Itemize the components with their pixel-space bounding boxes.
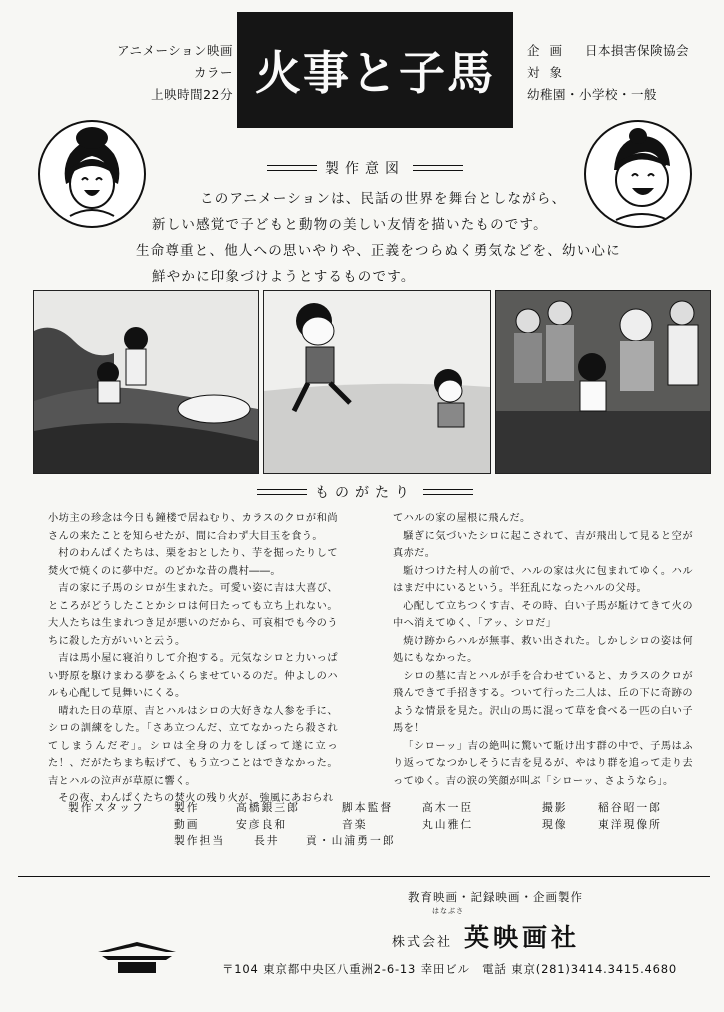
planning-label: 企画 [527,43,573,58]
intent-line: 鮮やかに印象づけようとするものです。 [152,269,416,285]
still-frame-villagers [495,290,711,474]
runtime-label: 上映時間22分 [151,87,233,102]
credit-name: 長井 [254,834,280,847]
story-paragraph: 駈けつけた村人の前で、ハルの家は火に包まれてゆく。ハルはまだ中にいるという。半狂乱になったハルの父母。 [393,565,693,594]
credit-row [174,833,300,850]
company-subtitle: 教育映画・記録映画・企画製作 [408,890,583,904]
credit-role: 製作担当 [174,834,226,847]
story-paragraph: 吉の家に子馬のシロが生まれた。可愛い姿に吉は大喜び、ところがどうしたことかシロは何日たっても立ち上れない。大人たちは生まれつき足が悪いのだから、可哀相でも今のうちに殺した方がいいと云う。 [48,583,338,647]
credit-role: 動画 [174,817,200,831]
audience-value: 幼稚園・小学校・一般 [527,87,658,102]
credits-column-2 [306,800,474,850]
still-frame-running [263,290,491,474]
audience-label: 対象 [527,65,573,80]
credit-role: 貢・山浦勇一郎 [306,834,396,847]
story-paragraph: 焼け跡からハルが無事、救い出された。しかしシロの姿は何処にもなかった。 [393,635,693,664]
credit-row [542,817,662,834]
credit-name: 高橋銀三郎 [236,801,300,814]
intent-line: このアニメーションは、民話の世界を舞台としながら、 [200,191,567,207]
credit-name: 高木一臣 [422,801,474,814]
company-kind: 株式会社 [392,935,453,950]
credit-name: 稲谷昭一郎 [598,801,662,814]
story-paragraph: 晴れた日の草原、吉とハルはシロの大好きな人参を手に、シロの訓練をした。「さあ立つんだ、立てなかったら殺されてしまうんだぞ」。シロは全身の力をしぼって遂に立った！、だがたちまち転げて、もう立つことはできなかった。吉とハルの泣声が草原に響く。 [48,705,338,787]
credit-role: 撮影 [542,801,568,814]
genre-label: アニメーション映画 [117,43,233,58]
audience-row [527,62,722,84]
credit-name: 安彦良和 [236,817,288,831]
company-address: 〒104 東京都中央区八重洲2-6-13 幸田ビル 電話 東京(281)3414.3415.4680 [222,962,678,976]
header-left-info [78,40,233,106]
credit-role: 現像 [542,817,568,831]
credit-row [306,833,473,850]
audience-value-row [527,84,722,106]
intent-heading-text: 製作意図 [325,161,405,177]
story-right-column [393,510,693,790]
story-paragraph: 心配して立ちつくす吉、その時、白い子馬が駈けてきて火の中へ消えてゆく、「アッ、シロだ」 [393,600,693,629]
credits-column-1 [174,800,300,850]
credit-row [174,817,300,834]
header-right-info [527,40,722,106]
staff-label: 製作スタッフ [68,801,145,814]
credit-row [342,817,473,834]
credit-name: 東洋現像所 [598,817,662,831]
color-label: カラー [193,65,233,80]
company-ruby: はなぶさ [432,907,464,915]
planning-row [527,40,722,62]
intent-line: 生命尊重と、他人への思いやりや、正義をつらぬく勇気などを、幼い心に [136,243,621,259]
story-paragraph: てハルの家の屋根に飛んだ。 [393,513,531,524]
story-paragraph: シロの墓に吉とハルが手を合わせていると、カラスのクロが飛んできて手招きする。ついて行った二人は、丘の下に奇跡のような情景を見た。沢山の馬に混って草を食べる一匹の白い子馬を！ [393,670,693,734]
credit-name: 丸山雅仁 [422,817,474,831]
story-paragraph: 村のわんぱくたちは、栗をおとしたり、芋を掘ったりして焚火で焼くのに夢中だ。のどかな昔の農村――。 [48,548,338,577]
intent-heading [230,158,500,178]
film-title: 火事と子馬 [255,46,495,100]
story-paragraph: その夜、わんぱくたちの焚火の残り火が、強風にあおられ [58,793,334,804]
film-title-box [237,12,513,128]
story-left-column [48,510,338,808]
story-paragraph: 「シローッ」吉の絶叫に驚いて駈け出す群の中で、子馬はふり返ってなつかしそうに吉を見るが、やはり群を追って走り去ってゆく。吉の涙の笑顔が叫ぶ「シローッ、さようなら」。 [393,740,693,787]
story-paragraph: 吉は馬小屋に寝泊りして介抱する。元気なシロと力いっぱい野原を駆けまわる夢をふくらませているのだ。仲よしのハルも心配して見舞いにくる。 [48,653,338,699]
credit-row [342,800,473,817]
company-name-block [392,918,580,954]
story-paragraph: 騒ぎに気づいたシロに起こされて、吉が飛出して見ると空が真赤だ。 [393,530,693,559]
intent-text [120,186,625,290]
intent-line: 新しい感覚で子どもと動物の美しい友情を描いたものです。 [152,217,548,233]
credit-role: 脚本監督 [342,801,394,814]
story-heading-text: ものがたり [315,485,415,501]
credit-role: 製作 [174,801,200,814]
planning-value: 日本損害保険協会 [585,43,690,58]
credit-row [542,800,662,817]
story-paragraph: 小坊主の珍念は今日も鐘楼で居ねむり、カラスのクロが和尚さんの来たことを知らせたが、間に合わず大目玉を食う。 [48,513,338,542]
credits-column-3 [542,800,662,833]
company-logo [96,940,178,980]
still-frame-grassland [33,290,259,474]
credit-row [174,800,300,817]
company-name: 英映画社 [464,923,581,952]
story-heading [240,482,490,502]
footer-divider [18,876,710,877]
credit-role: 音楽 [342,817,368,831]
